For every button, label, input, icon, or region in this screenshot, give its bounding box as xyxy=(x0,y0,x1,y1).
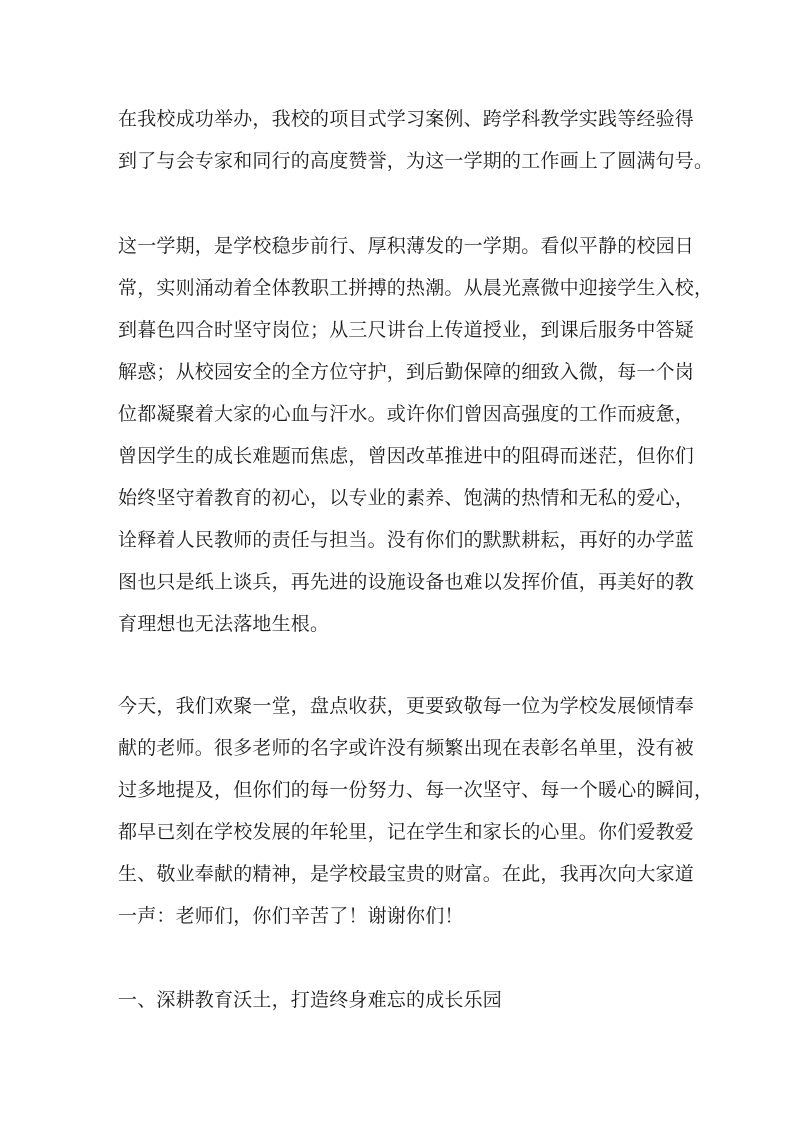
paragraph-3-line-1: 今天，我们欢聚一堂，盘点收获，更要致敬每一位为学校发展倾情奉 xyxy=(118,695,695,717)
paragraph-3-line-2: 献的老师。很多老师的名字或许没有频繁出现在表彰名单里，没有被 xyxy=(118,737,695,759)
paragraph-2-line-7: 始终坚守着教育的初心，以专业的素养、饱满的热情和无私的爱心， xyxy=(118,487,695,509)
paragraph-2-line-6: 曾因学生的成长难题而焦虑，曾因改革推进中的阻碍而迷茫，但你们 xyxy=(118,445,695,467)
paragraph-2-line-9: 图也只是纸上谈兵，再先进的设施设备也难以发挥价值，再美好的教 xyxy=(118,571,695,593)
paragraph-1-line-1: 在我校成功举办，我校的项目式学习案例、跨学科教学实践等经验得 xyxy=(118,108,695,130)
paragraph-2-line-5: 位都凝聚着大家的心血与汗水。或许你们曾因高强度的工作而疲惫， xyxy=(118,403,695,425)
paragraph-3-line-3: 过多地提及，但你们的每一份努力、每一次坚守、每一个暖心的瞬间， xyxy=(118,779,714,801)
paragraph-3-line-6: 一声：老师们，你们辛苦了！谢谢你们！ xyxy=(118,905,464,927)
paragraph-3-line-4: 都早已刻在学校发展的年轮里，记在学生和家长的心里。你们爱教爱 xyxy=(118,821,695,843)
paragraph-2-line-8: 诠释着人民教师的责任与担当。没有你们的默默耕耘，再好的办学蓝 xyxy=(118,529,695,551)
paragraph-2-line-2: 常，实则涌动着全体教职工拼搏的热潮。从晨光熹微中迎接学生入校， xyxy=(118,277,714,299)
paragraph-2-line-4: 解惑；从校园安全的全方位守护，到后勤保障的细致入微，每一个岗 xyxy=(118,361,695,383)
paragraph-2-line-3: 到暮色四合时坚守岗位；从三尺讲台上传道授业，到课后服务中答疑 xyxy=(118,319,695,341)
paragraph-3-line-5: 生、敬业奉献的精神，是学校最宝贵的财富。在此，我再次向大家道 xyxy=(118,863,695,885)
section-heading-1: 一、深耕教育沃土，打造终身难忘的成长乐园 xyxy=(118,989,503,1011)
paragraph-1-line-2: 到了与会专家和同行的高度赞誉，为这一学期的工作画上了圆满句号。 xyxy=(118,150,714,172)
paragraph-2-line-10: 育理想也无法落地生根。 xyxy=(118,613,330,635)
paragraph-2-line-1: 这一学期，是学校稳步前行、厚积薄发的一学期。看似平静的校园日 xyxy=(118,235,695,257)
